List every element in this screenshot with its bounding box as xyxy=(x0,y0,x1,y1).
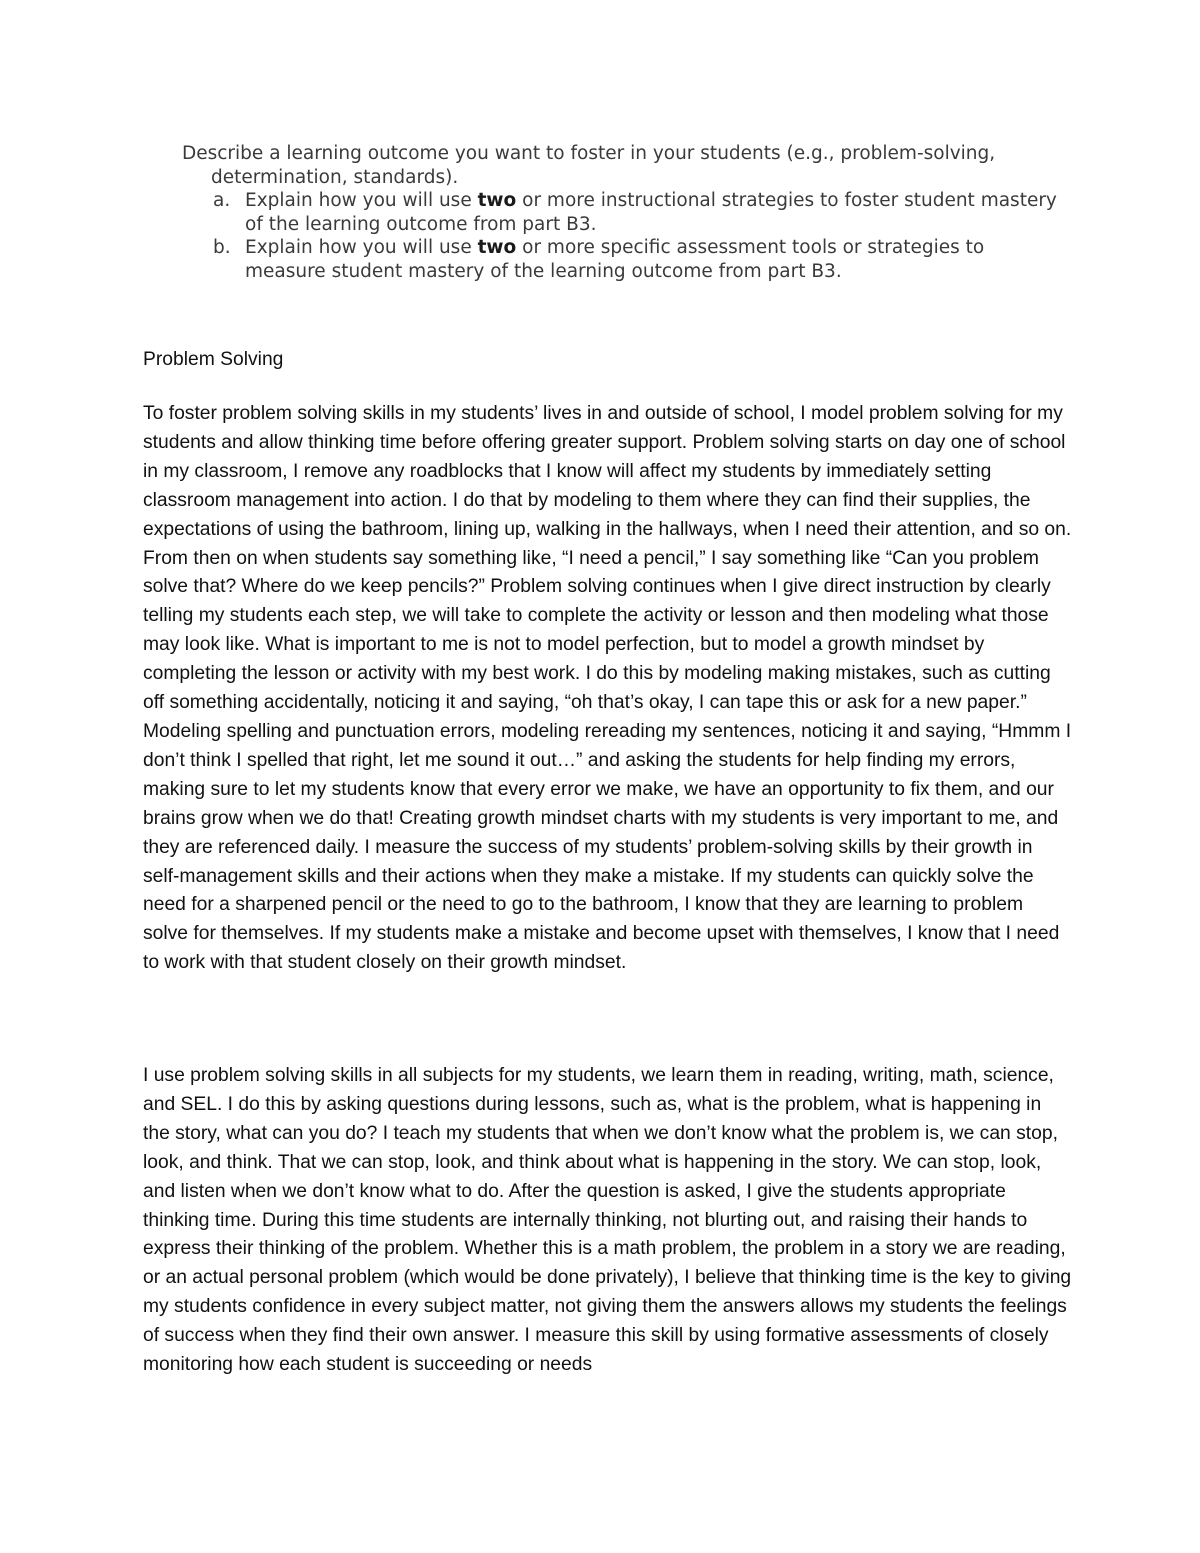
prompt-item-b xyxy=(182,236,1062,283)
prompt-item-text-end: or more instructional strategies to foster student mastery of the learning outcome from part B3. xyxy=(245,190,1057,235)
prompt-item-marker: b. xyxy=(213,237,231,258)
prompt-main-text: Describe a learning outcome you want to foster in your students (e.g., problem-solving, determination, standards). xyxy=(182,143,996,188)
prompt-item-text-start: Explain how you will use xyxy=(245,190,478,211)
prompt-item-text-end: or more specific assessment tools or strategies to measure student mastery of the learning outcome from part B3. xyxy=(245,237,985,282)
prompt-item-marker: a. xyxy=(213,190,231,211)
response-paragraph-2: I use problem solving skills in all subjects for my students, we learn them in reading, writing, math, science, and SEL. I do this by asking questions during lessons, such as, what is the problem, what is happening in the story, what can you do? I teach my students that when we don’t know what the problem is, we can stop, look, and think. That we can stop, look, and think about what is happening in the story. We can stop, look, and listen when we don’t know what to do. After the question is asked, I give the students appropriate thinking time. During this time students are internally thinking, not blurting out, and raising their hands to express their thinking of the problem. Whether this is a math problem, the problem in a story we are reading, or an actual personal problem (which would be done privately), I believe that thinking time is the key to giving my students confidence in every subject matter, not giving them the answers allows my students the feelings of success when they find their own answer. I measure this skill by using formative assessments of closely monitoring how each student is succeeding or needs xyxy=(143,1065,1072,1376)
prompt-item-emphasis: two xyxy=(477,237,517,258)
prompt-item-text-start: Explain how you will use xyxy=(245,237,478,258)
prompt-item-emphasis: two xyxy=(477,190,517,211)
response-paragraph-1: To foster problem solving skills in my students’ lives in and outside of school, I model problem solving for my students and allow thinking time before offering greater support. Problem solving starts on day one of school in my classroom, I remove any roadblocks that I know will affect my students by immediately setting classroom management into action. I do that by modeling to them where they can find their supplies, the expectations of using the bathroom, lining up, walking in the hallways, when I need their attention, and so on. From then on when students say something like, “I need a pencil,” I say something like “Can you problem solve that? Where do we keep pencils?” Problem solving continues when I give direct instruction by clearly telling my students each step, we will take to complete the activity or lesson and then modeling what those may look like. What is important to me is not to model perfection, but to model a growth mindset by completing the lesson or activity with my best work. I do this by modeling making mistakes, such as cutting off something accidentally, noticing it and saying, “oh that’s okay, I can tape this or ask for a new paper.” Modeling spelling and punctuation errors, modeling rereading my sentences, noticing it and saying, “Hmmm I don’t think I spelled that right, let me sound it out…” and asking the students for help finding my errors, making sure to let my students know that every error we make, we have an opportunity to fix them, and our brains grow when we do that! Creating growth mindset charts with my students is very important to me, and they are referenced daily. I measure the success of my students’ problem-solving skills by their growth in self-management skills and their actions when they make a mistake. If my students can quickly solve the need for a sharpened pencil or the need to go to the bathroom, I know that they are learning to problem solve for themselves. If my students make a mistake and become upset with themselves, I know that I need to work with that student closely on their growth mindset. xyxy=(143,403,1072,974)
assignment-prompt xyxy=(182,142,1062,283)
prompt-item-a xyxy=(182,189,1062,236)
section-heading: Problem Solving xyxy=(143,349,284,370)
